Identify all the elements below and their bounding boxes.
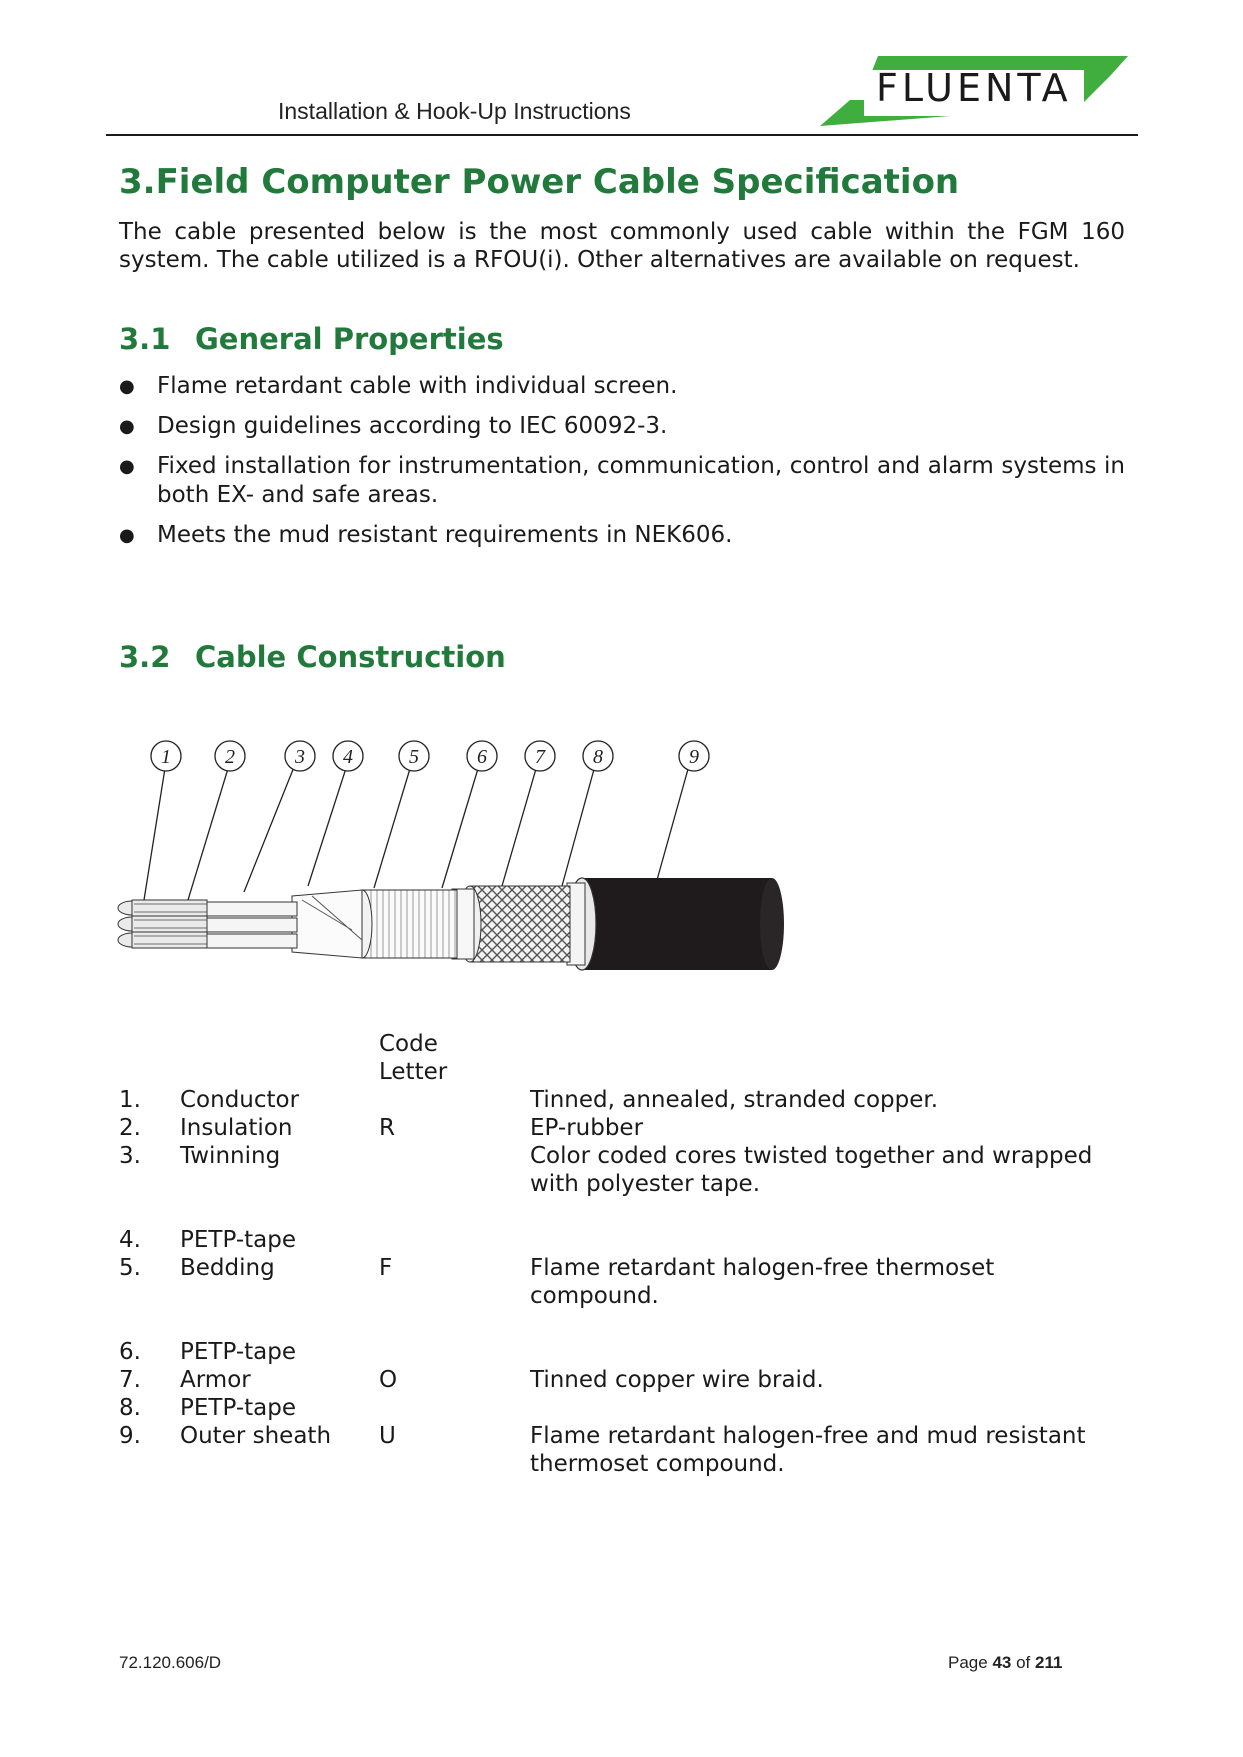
callout-label: 4 [343,746,353,768]
properties-list [119,372,1125,561]
callout-label: 6 [477,746,487,768]
list-item: ● Flame retardant cable with individual screen. [119,373,678,399]
section-heading: 3.Field Computer Power Cable Specification [119,162,960,202]
list-item: ● Meets the mud resistant requirements in NEK606. [119,522,733,548]
list-item: ● Fixed installation for instrumentation, communication, control and alarm systems in both EX- and safe areas. [119,453,1125,508]
construction-number: 3.2 [119,640,171,674]
callout-label: 1 [161,746,171,768]
logo-text: FLUENTA [876,66,1072,110]
callout-label: 8 [593,746,603,768]
bullet-icon: ● [119,525,135,546]
bullet-icon: ● [119,456,135,477]
bullet-icon: ● [119,416,135,437]
callout-label: 9 [689,746,699,768]
general-properties-heading [119,322,504,356]
callout-label: 7 [535,746,545,768]
callout-label: 5 [409,746,419,768]
code-letter-header: Code Letter [379,1031,448,1085]
general-number: 3.1 [119,322,171,356]
bullet-icon: ● [119,376,135,397]
list-item: ● Design guidelines according to IEC 60092-3. [119,413,668,439]
document-number: 72.120.606/D [119,1653,222,1672]
callout-label: 3 [295,746,305,768]
page-number: Page 43 of 211 [948,1653,1063,1672]
cable-diagram [112,740,792,990]
callout-label: 2 [225,746,235,768]
construction-title: Cable Construction [195,640,506,674]
intro-paragraph: The cable presented below is the most commonly used cable within the FGM 160 system. The cable utilized is a RFOU(i). Other alternatives are available on request. [119,219,1125,273]
general-title: General Properties [195,322,504,356]
fluenta-logo [820,56,1130,126]
cable-construction-heading [119,640,506,674]
header-title: Installation & Hook-Up Instructions [278,98,631,124]
header-rule [106,134,1138,136]
